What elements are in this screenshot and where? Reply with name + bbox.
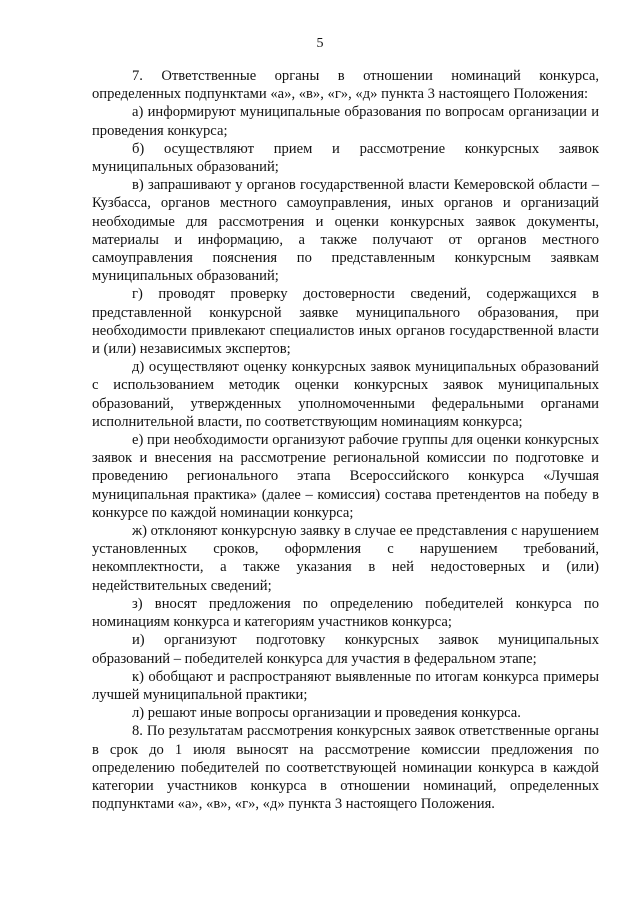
subparagraph-v: в) запрашивают у органов государственной власти Кемеровской области – Кузбасса, органов местного самоуправления, иных органов и организаций необходимые для рассмотрения и оценки конкурсных заявок документы, материалы и информацию, а также получают от органов местного самоуправления пояснения по представленным конкурсным заявкам муниципальных образований; bbox=[92, 177, 599, 285]
subparagraph-l: л) решают иные вопросы организации и проведения конкурса. bbox=[132, 705, 521, 722]
subparagraph-b: б) осуществляют прием и рассмотрение конкурсных заявок муниципальных образований; bbox=[92, 140, 599, 176]
subparagraph-d: д) осуществляют оценку конкурсных заявок муниципальных образований с использованием методик оценки конкурсных заявок муниципальных образований, утвержденных уполномоченными федеральными органами исполнительной власти, по соответствующим номинациям конкурса; bbox=[92, 359, 599, 430]
document-body bbox=[92, 67, 599, 813]
subparagraph-i: и) организуют подготовку конкурсных заявок муниципальных образований – победителей конкурса для участия в федеральном этапе; bbox=[92, 632, 599, 667]
subparagraph-z: з) вносят предложения по определению победителей конкурса по номинациям конкурса и категориям участников конкурса; bbox=[92, 595, 599, 631]
subparagraph-e: е) при необходимости организуют рабочие группы для оценки конкурсных заявок и внесения на рассмотрение региональной комиссии по подготовке и проведению регионального этапа Всероссийского конкурса «Лучшая муниципальная практика» (далее – комиссия) состава претендентов на победу в конкурсе по каждой номинации конкурса; bbox=[92, 432, 599, 521]
subparagraph-zh: ж) отклоняют конкурсную заявку в случае ее представления с нарушением установленных сроков, оформления с нарушением требований, некомплектности, а также указания в ней недостоверных и (или) недействительных сведений; bbox=[92, 523, 599, 594]
paragraph-8: 8. По результатам рассмотрения конкурсных заявок ответственные органы в срок до 1 июля выносят на рассмотрение комиссии предложения по определению победителей по соответствующей номинации конкурса в каждой категории участников конкурса в отношении номинаций, определенных подпунктами «а», «в», «г», «д» пункта 3 настоящего Положения. bbox=[92, 723, 599, 813]
subparagraph-k: к) обобщают и распространяют выявленные по итогам конкурса примеры лучшей муниципальной практики; bbox=[92, 668, 599, 703]
page-number: 5 bbox=[316, 36, 324, 51]
paragraph-7-intro: 7. Ответственные органы в отношении номинаций конкурса, определенных подпунктами «а», «в», «г», «д» пункта 3 настоящего Положения: bbox=[92, 68, 599, 103]
subparagraph-a: а) информируют муниципальные образования по вопросам организации и проведения конкурса; bbox=[92, 104, 599, 139]
subparagraph-g: г) проводят проверку достоверности сведений, содержащихся в представленной конкурсной заявке муниципального образования, при необходимости привлекают специалистов иных органов государственной власти и (или) независимых экспертов; bbox=[92, 286, 599, 358]
